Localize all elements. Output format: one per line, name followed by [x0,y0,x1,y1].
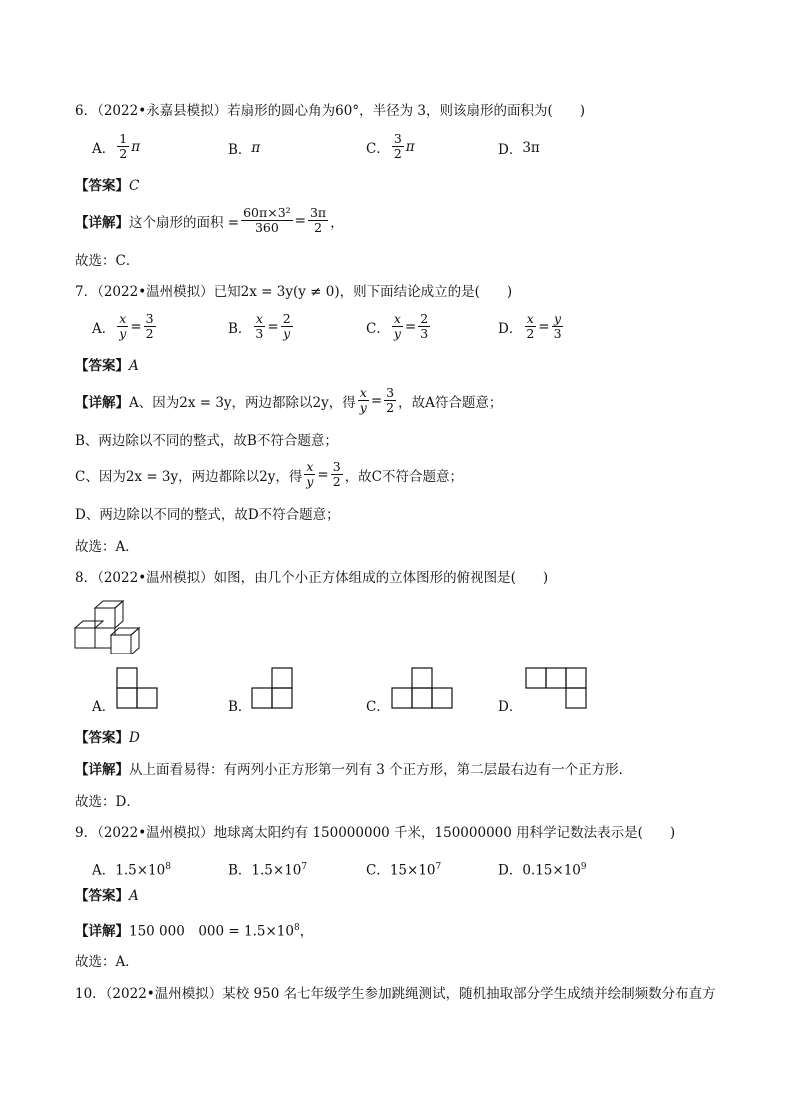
q8-option-b-grid [251,667,295,711]
q8-stem: 8．（2022•温州模拟）如图，由几个小正方体组成的立体图形的俯视图是( ) [75,570,549,586]
q8-final: 故选：D． [75,794,140,810]
q8-option-d-grid [525,667,589,711]
q6-option-c: C． $\frac{3}{2}$ π [366,131,415,161]
q8-option-b-label: B． [228,699,252,715]
q8-option-a-grid [116,667,160,711]
q9-stem: 9．（2022•温州模拟）地球离太阳约有 150000000 千米，150000000 用科学记数法表示是( ) [75,825,676,841]
q7-detail-line-4: D、两边除以不同的整式，故D不符合题意； [75,507,340,523]
q6-option-d: D． 3π [498,140,540,158]
q7-final: 故选：A． [75,539,139,555]
q9-answer: 【答案】A [75,888,139,904]
q8-option-c-label: C． [366,699,390,715]
q9-option-b: B．$1.5\times 10^7$ [228,862,308,879]
q7-detail-line-2: B、两边除以不同的整式，故B不符合题意； [75,433,338,449]
q8-option-d-label: D． [498,699,523,715]
q7-detail-line-1: 【详解】 A、因为2x = 3y，两边都除以2y，得 $\frac{x}{y}$ = $\frac{3}{2}$ ，故A符合题意； [75,385,503,415]
q7-detail-line-3: C、因为2x = 3y，两边都除以2y，得 $\frac{x}{y}$ = $\frac{3}{2}$ ，故C不符合题意； [75,459,464,489]
q6-option-a: A． $\frac{1}{2}$ π [92,131,141,161]
q8-option-c-grid [391,667,455,711]
q9-option-d: D．$0.15\times 10^9$ [498,862,587,879]
q7-option-b: B． $\frac{x}{3}$ = $\frac{2}{y}$ [228,311,291,341]
q6-detail: 【详解】 这个扇形的面积 = $\frac{\text{60π×3²}}{360}$ = $\frac{3\pi}{2}$ ， [75,205,344,235]
q8-detail: 【详解】从上面看易得：有两列小正方形第一列有 3 个正方形，第二层最右边有一个正方形． [75,762,633,778]
q6-final: 故选：C． [75,253,140,269]
q6-option-b: B． π [228,140,261,158]
q7-option-d: D． $\frac{x}{2}$ = $\frac{y}{3}$ [498,311,562,341]
q9-detail: 【详解】150 000 $000 = 1.5\times 10^8$， [75,923,314,940]
q7-stem: 7．（2022•温州模拟）已知2x = 3y(y ≠ 0)，则下面结论成立的是( ) [75,284,513,300]
q7-option-c: C． $\frac{x}{y}$ = $\frac{2}{3}$ [366,311,429,341]
q7-answer: 【答案】A [75,358,139,374]
q6-answer: 【答案】C [75,178,140,194]
q9-final: 故选：A． [75,954,139,970]
q9-option-c: C．$15\times 10^7$ [366,862,442,879]
q8-answer: 【答案】D [75,730,140,746]
q8-option-a-label: A． [92,699,116,715]
q9-option-a: A．$1.5\times 10^8$ [92,862,171,879]
q7-option-a: A． $\frac{x}{y}$ = $\frac{3}{2}$ [92,311,154,341]
q10-stem: 10．（2022•温州模拟）某校 950 名七年级学生参加跳绳测试，随机抽取部分学生成绩并绘制频数分布直方 [75,986,716,1002]
q6-stem: 6．（2022•永嘉县模拟）若扇形的圆心角为60°，半径为 3，则该扇形的面积为( ) [75,103,585,119]
cube-stack-figure [73,598,153,654]
